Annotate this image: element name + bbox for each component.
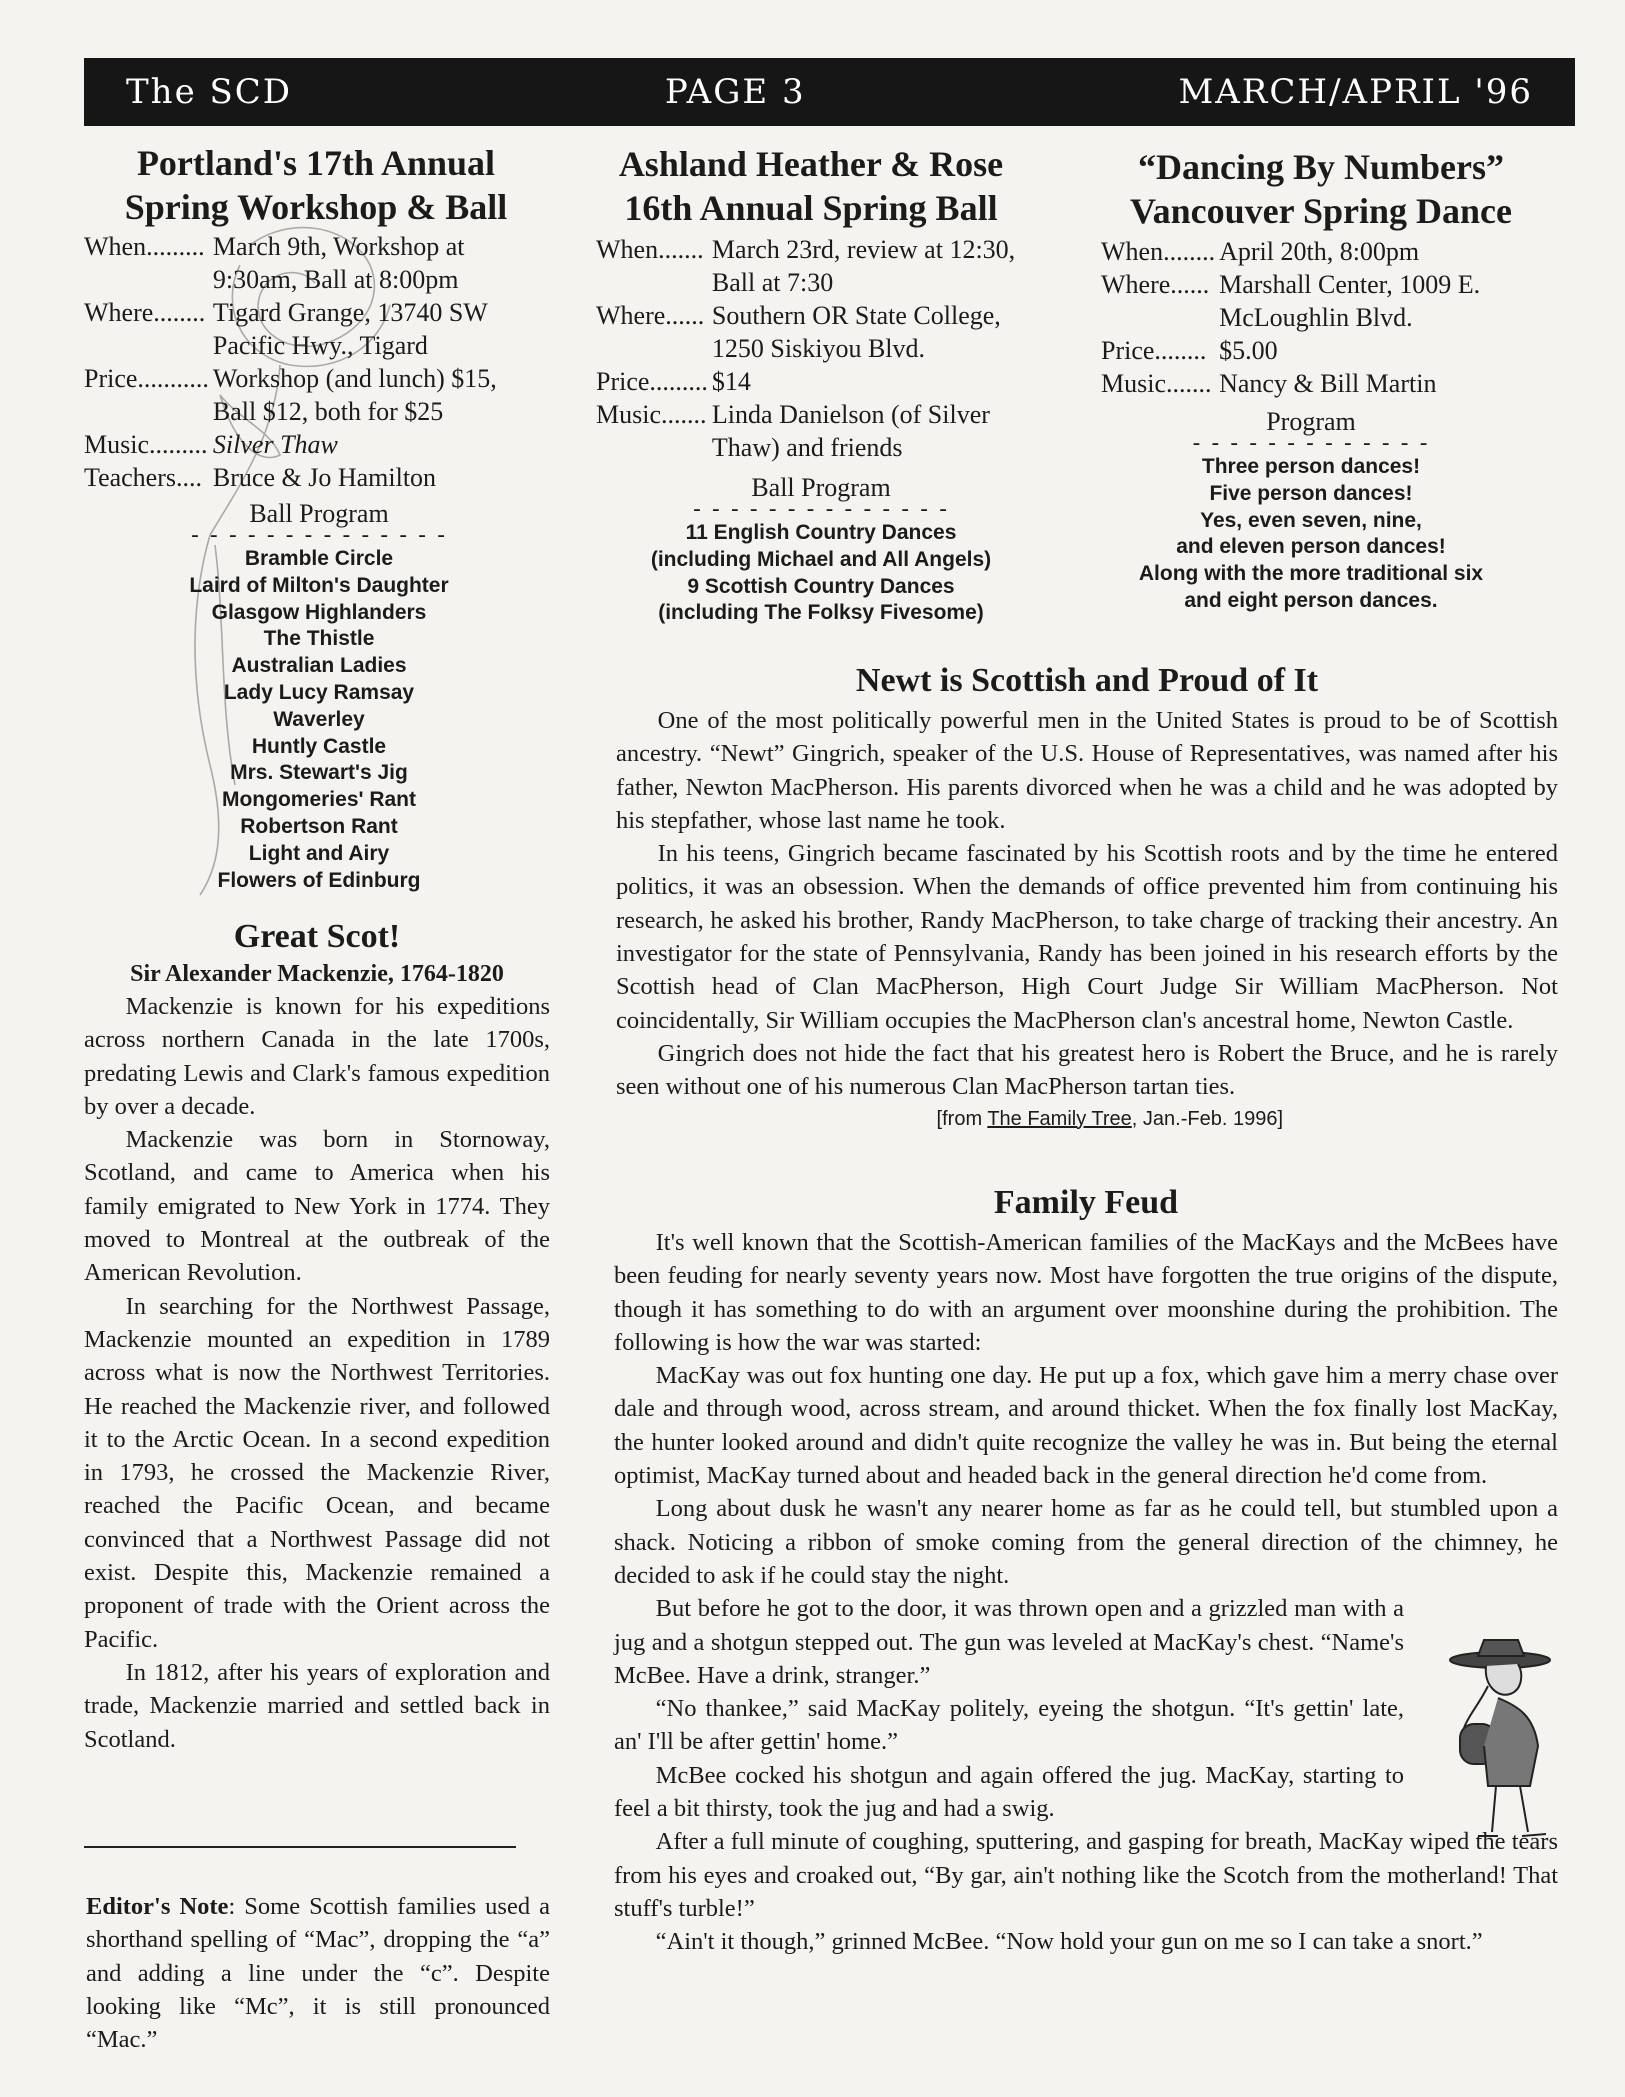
divider: - - - - - - - - - - - - -: [1192, 431, 1430, 456]
detail-row: Price........... Workshop (and lunch) $15, Ball $12, both for $25: [84, 362, 513, 428]
detail-label: Music: [84, 430, 149, 459]
newt-title: Newt is Scottish and Proud of It: [855, 662, 1319, 699]
list-item: Huntly Castle: [251, 734, 387, 758]
detail-label: Where: [596, 301, 666, 330]
list-item: Bramble Circle: [244, 547, 394, 570]
vancouver-details: [1101, 235, 1519, 400]
source-citation: [616, 1104, 1558, 1134]
vancouver-title-line1: “Dancing By Numbers”: [1137, 147, 1505, 187]
detail-value: $14: [711, 367, 751, 396]
list-item: Mongomeries' Rant: [221, 788, 416, 812]
portland-program-heading: Ball Program: [249, 499, 389, 528]
newsletter-name: The SCD: [126, 72, 293, 112]
citation-source: The Family Tree: [987, 1107, 1132, 1130]
vancouver-event: [1101, 145, 1571, 615]
detail-value: Marshall Center, 1009 E. McLoughlin Blvd.: [1219, 270, 1481, 332]
great-scot-article: [84, 916, 550, 1756]
ashland-title-line1: Ashland Heather & Rose: [618, 144, 1004, 184]
list-item: Three person dances!: [1201, 455, 1421, 478]
detail-value: March 9th, Workshop at 9:30am, Ball at 8:00pm: [212, 232, 465, 294]
list-item: Along with the more traditional six: [1138, 562, 1484, 586]
detail-row: Where........ Tigard Grange, 13740 SW Pacific Hwy., Tigard: [84, 296, 513, 362]
detail-value: Silver Thaw: [212, 430, 338, 459]
citation-suffix: , Jan.-Feb. 1996]: [1131, 1107, 1283, 1130]
vancouver-program-list: [1101, 454, 1521, 615]
article-paragraph: Long about dusk he wasn't any nearer home as far as he could tell, but stumbled upon a shack. Noticing a ribbon of smoke coming from the general direction of the chimney, he decided to ask if he could stay the night.: [614, 1495, 1558, 1589]
editor-note-text: : Some Scottish families used a shorthand spelling of “Mac”, dropping the “a” and adding a line under the “c”. Despite looking like “Mc”, it is still pronounced “Mac.”: [86, 1893, 550, 2054]
vancouver-program-heading: Program: [1266, 407, 1356, 436]
article-paragraph: After a full minute of coughing, sputtering, and gasping for breath, MacKay wiped the tears from his eyes and croaked out, “By gar, ain't nothing like the Scotch from the motherland! That stuff's turble!”: [614, 1828, 1558, 1922]
portland-event: [84, 141, 564, 894]
detail-label: When: [84, 232, 147, 261]
ashland-program-list: [596, 520, 1046, 627]
article-paragraph: Mackenzie was born in Stornoway, Scotland, and came to America when his family emigrated to New York in 1774. They moved to Montreal at the outbreak of the American Revolution.: [84, 1126, 550, 1287]
list-item: Light and Airy: [248, 841, 390, 865]
issue-date: MARCH/APRIL '96: [1178, 72, 1533, 112]
detail-row: When....... March 23rd, review at 12:30, Ball at 7:30: [596, 233, 1042, 299]
article-paragraph: “No thankee,” said MacKay politely, eyeing the shotgun. “It's gettin' late, an' I'll be after gettin' home.”: [614, 1695, 1404, 1756]
vancouver-title-line2: Vancouver Spring Dance: [1129, 191, 1513, 231]
great-scot-subtitle: Sir Alexander Mackenzie, 1764-1820: [130, 961, 504, 987]
ashland-event: [596, 142, 1066, 627]
detail-row: Where...... Marshall Center, 1009 E. McLoughlin Blvd.: [1101, 268, 1519, 334]
list-item: 11 English Country Dances: [685, 521, 957, 544]
article-paragraph: It's well known that the Scottish-American families of the MacKays and the McBees have been feuding for nearly seventy years now. Most have forgotten the true origins of the dispute, though it has something to do with an argument over moonshine during the prohibition. The following is how the war was started:: [614, 1229, 1558, 1356]
list-item: and eleven person dances!: [1176, 535, 1446, 559]
detail-value: Tigard Grange, 13740 SW Pacific Hwy., Tigard: [212, 298, 488, 360]
detail-row: Music......... Silver Thaw: [84, 428, 513, 461]
list-item: Waverley: [273, 707, 365, 731]
divider: - - - - - - - - - - - - - -: [692, 497, 950, 522]
list-item: Robertson Rant: [240, 814, 398, 838]
detail-row: Price........ $5.00: [1101, 334, 1519, 367]
list-item: Flowers of Edinburg: [217, 868, 421, 892]
detail-row: When........ April 20th, 8:00pm: [1101, 235, 1519, 268]
article-paragraph: One of the most politically powerful men in the United States is proud to be of Scottish ancestry. “Newt” Gingrich, speaker of the U.S. House of Representatives, was named after his father, Newton MacPherson. His parents divorced when he was a child and he was adopted by his stepfather, whose last name he took.: [616, 707, 1558, 834]
detail-label: Where: [84, 298, 154, 327]
list-item: Laird of Milton's Daughter: [189, 573, 449, 597]
detail-row: Music....... Linda Danielson (of Silver Thaw) and friends: [596, 398, 1042, 464]
great-scot-title: Great Scot!: [233, 918, 401, 955]
article-paragraph: In 1812, after his years of exploration and trade, Mackenzie married and settled back in Scotland.: [84, 1658, 550, 1753]
page-number: PAGE 3: [664, 72, 806, 112]
detail-value: Bruce & Jo Hamilton: [212, 463, 437, 492]
list-item: Australian Ladies: [231, 654, 407, 678]
mcbee-illustration: [1438, 1636, 1566, 1852]
detail-row: Music....... Nancy & Bill Martin: [1101, 367, 1519, 400]
list-item: Glasgow Highlanders: [211, 600, 427, 624]
article-paragraph: In searching for the Northwest Passage, Mackenzie mounted an expedition in 1789 across what is now the Northwest Territories. He reached the Mackenzie river, and followed it to the Arctic Ocean. In a second expedition in 1793, he crossed the Mackenzie River, reached the Pacific Ocean, and became convinced that a Northwest Passage did not exist. Despite this, Mackenzie remained a proponent of trade with the Orient across the Pacific.: [84, 1292, 550, 1653]
editor-note-label: Editor's Note: [86, 1893, 229, 1920]
list-item: The Thistle: [263, 627, 375, 651]
article-paragraph: In his teens, Gingrich became fascinated by his Scottish roots and by the time he entered politics, it was an obsession. When the demands of office prevented him from continuing his research, he asked his brother, Randy MacPherson, to take charge of tracking their ancestry. An investigator for the state of Pennsylvania, Randy has been joined in his research efforts by the Scottish head of Clan MacPherson, High Court Judge Sir William MacPherson. Not coincidentally, Sir William occupies the MacPherson clan's ancestral home, Newton Castle.: [616, 840, 1558, 1034]
portland-program-list: [84, 546, 554, 894]
detail-label: Where: [1101, 270, 1171, 299]
detail-label: Price: [1101, 336, 1155, 365]
list-item: (including The Folksy Fivesome): [658, 601, 984, 625]
family-feud-title: Family Feud: [993, 1184, 1179, 1221]
ashland-program-heading: Ball Program: [751, 473, 891, 502]
list-item: Yes, even seven, nine,: [1200, 508, 1422, 532]
portland-title-line2: Spring Workshop & Ball: [124, 187, 508, 227]
article-paragraph: “Ain't it though,” grinned McBee. “Now hold your gun on me so I can take a snort.”: [655, 1928, 1483, 1956]
detail-label: Price: [84, 364, 138, 393]
detail-label: Teachers: [84, 463, 177, 492]
detail-label: When: [596, 235, 659, 264]
detail-row: When......... March 9th, Workshop at 9:30am, Ball at 8:00pm: [84, 230, 513, 296]
list-item: (including Michael and All Angels): [650, 547, 992, 571]
article-paragraph: Gingrich does not hide the fact that his greatest hero is Robert the Bruce, and he is rarely seen without one of his numerous Clan MacPherson tartan ties.: [616, 1039, 1558, 1101]
divider: [84, 1846, 516, 1848]
list-item: Mrs. Stewart's Jig: [230, 761, 408, 785]
article-paragraph: MacKay was out fox hunting one day. He put up a fox, which gave him a merry chase over dale and through wood, across stream, and around thicket. When the fox finally lost MacKay, the hunter looked around and didn't quite recognize the valley he was in. But being the eternal optimist, MacKay turned about and headed back in the general direction he'd come from.: [614, 1362, 1558, 1490]
ashland-title-line2: 16th Annual Spring Ball: [624, 188, 998, 228]
detail-row: Price......... $14: [596, 365, 1042, 398]
newt-article: [616, 660, 1558, 1134]
detail-row: Teachers.... Bruce & Jo Hamilton: [84, 461, 513, 494]
detail-label: Price: [596, 367, 650, 396]
detail-label: Music: [596, 400, 661, 429]
list-item: and eight person dances.: [1184, 588, 1438, 612]
portland-details: [84, 230, 513, 494]
page-header: [84, 58, 1575, 126]
detail-value: Linda Danielson (of Silver Thaw) and friends: [711, 400, 990, 462]
list-item: 9 Scottish Country Dances: [687, 574, 955, 598]
family-feud-article: [614, 1182, 1558, 1959]
detail-value: Southern OR State College, 1250 Siskiyou Blvd.: [711, 301, 1001, 363]
detail-row: Where...... Southern OR State College, 1250 Siskiyou Blvd.: [596, 299, 1042, 365]
detail-label: Music: [1101, 369, 1166, 398]
article-paragraph: Mackenzie is known for his expeditions across northern Canada in the late 1700s, predating Lewis and Clark's famous expedition by over a decade.: [84, 993, 550, 1120]
detail-label: When: [1101, 237, 1164, 266]
ashland-details: [596, 233, 1042, 464]
detail-value: $5.00: [1219, 336, 1278, 365]
article-paragraph: But before he got to the door, it was thrown open and a grizzled man with a jug and a shotgun stepped out. The gun was leveled at MacKay's chest. “Name's McBee. Have a drink, stranger.”: [614, 1595, 1404, 1689]
list-item: Five person dances!: [1209, 481, 1413, 505]
divider: - - - - - - - - - - - - - -: [190, 523, 448, 548]
detail-value: Nancy & Bill Martin: [1219, 369, 1437, 398]
article-paragraph: McBee cocked his shotgun and again offered the jug. MacKay, starting to feel a bit thirsty, took the jug and had a swig.: [614, 1761, 1404, 1823]
list-item: Lady Lucy Ramsay: [223, 680, 415, 704]
detail-value: March 23rd, review at 12:30, Ball at 7:30: [711, 235, 1016, 297]
detail-value: April 20th, 8:00pm: [1219, 237, 1420, 266]
editor-note: [86, 1890, 550, 2056]
portland-title-line1: Portland's 17th Annual: [136, 143, 496, 183]
detail-value: Workshop (and lunch) $15, Ball $12, both for $25: [212, 364, 497, 426]
citation-prefix: [from: [936, 1107, 988, 1130]
